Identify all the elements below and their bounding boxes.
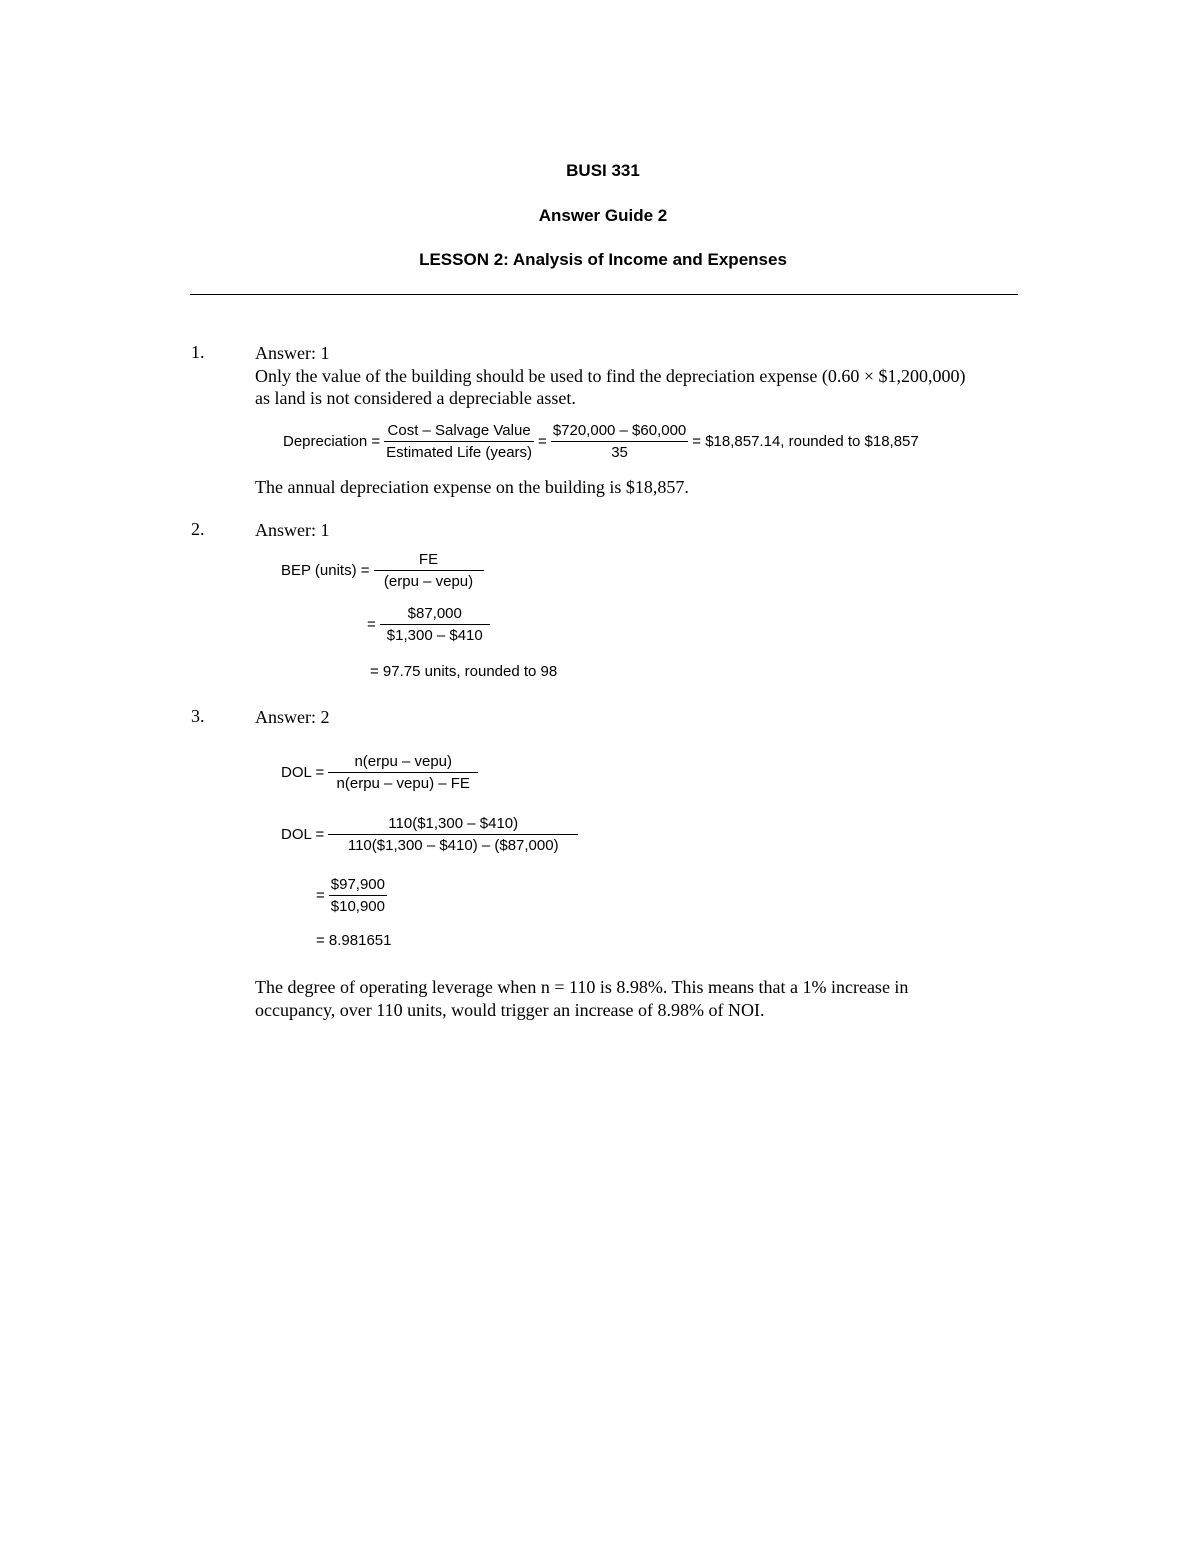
bep-substitution [367, 605, 490, 644]
question-3-answer: Answer: 2 [255, 707, 330, 727]
bep-formula-fraction [374, 551, 484, 590]
lesson-title: LESSON 2: Analysis of Income and Expenses [419, 250, 787, 269]
question-3-conclusion-line1: The degree of operating leverage when n = 110 is 8.98%. This means that a 1% increase in [255, 977, 909, 997]
depreciation-label: Depreciation = [283, 433, 381, 450]
dol-label: DOL = [281, 764, 325, 781]
dol-substitution-equation [281, 815, 578, 854]
fraction-denominator: Estimated Life (years) [384, 441, 534, 461]
bep-result: = 97.75 units, rounded to 98 [370, 663, 558, 680]
fraction-numerator: $87,000 [407, 605, 462, 622]
bep-equation [281, 551, 484, 590]
question-1-conclusion: The annual depreciation expense on the building is $18,857. [255, 477, 689, 497]
equals-sign: = [538, 433, 547, 450]
dol-simplified-fraction [329, 876, 387, 915]
fraction-numerator: FE [418, 551, 439, 568]
depreciation-result: = $18,857.14, rounded to $18,857 [692, 433, 919, 450]
fraction-numerator: Cost – Salvage Value [387, 422, 531, 439]
fraction-numerator: n(erpu – vepu) [354, 753, 452, 770]
course-code: BUSI 331 [566, 161, 640, 180]
depreciation-values-fraction [551, 422, 688, 461]
dol-label: DOL = [281, 826, 325, 843]
depreciation-formula-fraction [384, 422, 534, 461]
fraction-denominator: $1,300 – $410 [380, 624, 490, 644]
dol-formula-fraction [328, 753, 478, 792]
question-2-answer: Answer: 1 [255, 520, 330, 540]
dol-values-fraction [328, 815, 578, 854]
fraction-numerator: $97,900 [330, 876, 385, 893]
fraction-denominator: n(erpu – vepu) – FE [328, 772, 478, 792]
bep-values-fraction [380, 605, 490, 644]
depreciation-equation [283, 422, 923, 461]
question-3-number: 3. [191, 706, 205, 726]
equals-sign: = [367, 616, 376, 633]
question-1-explanation-line2: as land is not considered a depreciable asset. [255, 388, 576, 408]
header-divider [190, 294, 1018, 295]
fraction-denominator: (erpu – vepu) [374, 570, 484, 590]
question-1-number: 1. [191, 342, 205, 362]
question-1-explanation-line1: Only the value of the building should be used to find the depreciation expense (0.60 × $1,200,000) [255, 366, 966, 386]
dol-formula-equation [281, 753, 478, 792]
question-2-number: 2. [191, 519, 205, 539]
guide-title: Answer Guide 2 [538, 206, 668, 225]
fraction-denominator: 35 [551, 441, 688, 461]
dol-result: = 8.981651 [316, 932, 392, 949]
question-1-answer: Answer: 1 [255, 343, 330, 363]
dol-simplified-equation [316, 876, 387, 915]
fraction-numerator: 110($1,300 – $410) [388, 815, 519, 832]
question-3-conclusion-line2: occupancy, over 110 units, would trigger an increase of 8.98% of NOI. [255, 1000, 765, 1020]
fraction-denominator: 110($1,300 – $410) – ($87,000) [328, 834, 578, 854]
bep-label: BEP (units) = [281, 562, 370, 579]
equals-sign: = [316, 887, 325, 904]
fraction-denominator: $10,900 [329, 895, 387, 915]
fraction-numerator: $720,000 – $60,000 [552, 422, 687, 439]
